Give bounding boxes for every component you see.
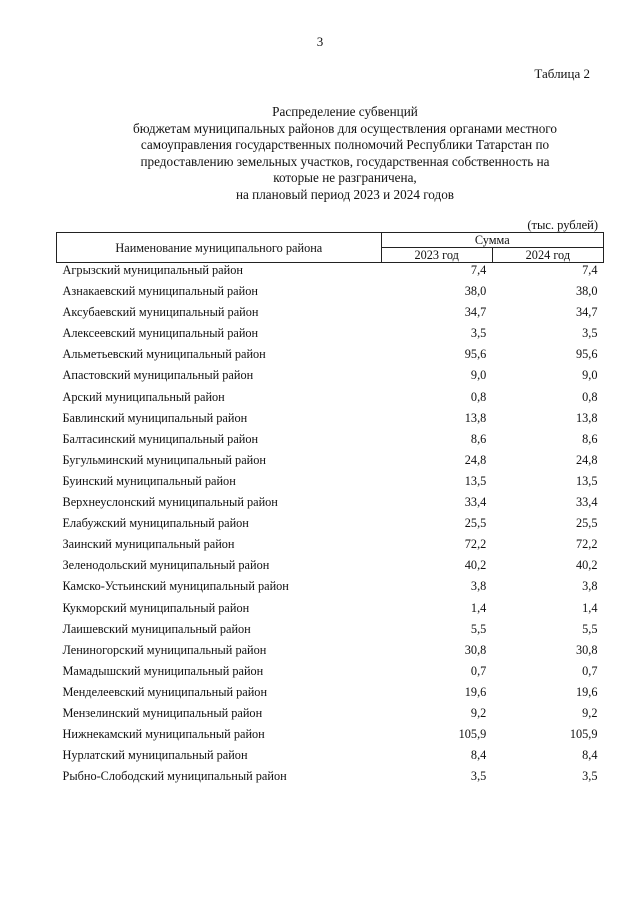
value-2023-cell: 8,4 bbox=[470, 748, 487, 763]
district-name-cell: Заинский муниципальный район bbox=[62, 537, 235, 552]
title-line: которые не разграничена, bbox=[273, 170, 417, 186]
table-row bbox=[57, 516, 604, 537]
table-row bbox=[57, 390, 604, 411]
value-2024-cell: 8,6 bbox=[582, 431, 598, 446]
value-2023-cell: 105,9 bbox=[458, 727, 487, 742]
value-2023-cell: 40,2 bbox=[464, 558, 487, 573]
column-header-sum: Сумма bbox=[381, 233, 603, 248]
table-row bbox=[57, 474, 604, 495]
table-row bbox=[57, 643, 604, 664]
table-row bbox=[57, 769, 604, 790]
table-row bbox=[57, 326, 604, 347]
title-line: бюджетам муниципальных районов для осуществления органами местного bbox=[133, 120, 557, 136]
table-row bbox=[57, 727, 604, 748]
value-2023-cell: 95,6 bbox=[464, 347, 487, 362]
district-name-cell: Елабужский муниципальный район bbox=[62, 516, 249, 531]
column-header-2024: 2024 год bbox=[492, 248, 603, 263]
value-2024-cell: 72,2 bbox=[575, 537, 598, 552]
value-2024-cell: 24,8 bbox=[575, 452, 598, 467]
table-row bbox=[57, 601, 604, 622]
value-2024-cell: 105,9 bbox=[569, 727, 598, 742]
district-name-cell: Балтасинский муниципальный район bbox=[62, 431, 259, 446]
value-2024-cell: 30,8 bbox=[575, 642, 598, 657]
value-2024-cell: 3,5 bbox=[582, 326, 598, 341]
column-header-2023: 2023 год bbox=[381, 248, 492, 263]
table-header bbox=[57, 233, 604, 263]
value-2024-cell: 9,2 bbox=[582, 705, 598, 720]
district-name-cell: Аксубаевский муниципальный район bbox=[62, 305, 259, 320]
value-2023-cell: 33,4 bbox=[464, 495, 487, 510]
district-name-cell: Лениногорский муниципальный район bbox=[62, 642, 267, 657]
value-2024-cell: 40,2 bbox=[575, 558, 598, 573]
district-name-cell: Азнакаевский муниципальный район bbox=[62, 284, 258, 299]
value-2024-cell: 19,6 bbox=[575, 684, 598, 699]
district-name-cell: Мамадышский муниципальный район bbox=[62, 663, 264, 678]
value-2024-cell: 1,4 bbox=[582, 600, 598, 615]
table-row bbox=[57, 263, 604, 285]
district-name-cell: Апастовский муниципальный район bbox=[62, 368, 254, 383]
value-2024-cell: 8,4 bbox=[582, 748, 598, 763]
value-2024-cell: 9,0 bbox=[582, 368, 598, 383]
value-2023-cell: 9,2 bbox=[470, 705, 487, 720]
district-name-cell: Менделеевский муниципальный район bbox=[62, 684, 268, 699]
page-number: 3 bbox=[316, 34, 324, 49]
table-row bbox=[57, 685, 604, 706]
table-row bbox=[57, 558, 604, 579]
table-label: Таблица 2 bbox=[534, 66, 590, 81]
value-2023-cell: 25,5 bbox=[464, 516, 487, 531]
value-2024-cell: 3,5 bbox=[582, 769, 598, 784]
value-2023-cell: 8,6 bbox=[470, 431, 487, 446]
value-2024-cell: 25,5 bbox=[575, 516, 598, 531]
table-row bbox=[57, 537, 604, 558]
district-name-cell: Лаишевский муниципальный район bbox=[62, 621, 251, 636]
table-body bbox=[57, 263, 604, 791]
table-row bbox=[57, 748, 604, 769]
district-name-cell: Нижнекамский муниципальный район bbox=[62, 727, 265, 742]
table-row bbox=[57, 284, 604, 305]
value-2023-cell: 0,7 bbox=[470, 663, 487, 678]
title-line: Распределение субвенций bbox=[272, 104, 418, 119]
table-row bbox=[57, 579, 604, 600]
table-row bbox=[57, 495, 604, 516]
value-2023-cell: 9,0 bbox=[470, 368, 487, 383]
value-2023-cell: 3,5 bbox=[470, 769, 487, 784]
table-row bbox=[57, 622, 604, 643]
column-header-name: Наименование муниципального района bbox=[57, 233, 382, 263]
table-row bbox=[57, 664, 604, 685]
district-name-cell: Агрызский муниципальный район bbox=[62, 263, 243, 277]
district-name-cell: Мензелинский муниципальный район bbox=[62, 705, 263, 720]
value-2023-cell: 5,5 bbox=[470, 621, 487, 636]
value-2023-cell: 3,8 bbox=[470, 579, 487, 594]
value-2024-cell: 33,4 bbox=[575, 495, 598, 510]
table-row bbox=[57, 347, 604, 368]
value-2024-cell: 13,5 bbox=[575, 473, 598, 488]
value-2024-cell: 34,7 bbox=[575, 305, 598, 320]
district-name-cell: Камско-Устьинский муниципальный район bbox=[62, 579, 289, 594]
district-name-cell: Зеленодольский муниципальный район bbox=[62, 558, 270, 573]
district-name-cell: Кукморский муниципальный район bbox=[62, 600, 250, 615]
value-2023-cell: 19,6 bbox=[464, 684, 487, 699]
value-2023-cell: 3,5 bbox=[470, 326, 487, 341]
unit-label: (тыс. рублей) bbox=[527, 218, 598, 232]
value-2023-cell: 30,8 bbox=[464, 642, 487, 657]
value-2023-cell: 38,0 bbox=[464, 284, 487, 299]
district-name-cell: Бавлинский муниципальный район bbox=[62, 410, 248, 425]
title-line: предоставлению земельных участков, государственная собственность на bbox=[140, 153, 550, 169]
value-2024-cell: 3,8 bbox=[582, 579, 598, 594]
document-title bbox=[60, 104, 630, 204]
district-name-cell: Бугульминский муниципальный район bbox=[62, 452, 266, 467]
table-row bbox=[57, 305, 604, 326]
title-line: самоуправления государственных полномочий Республики Татарстан по bbox=[140, 137, 550, 153]
value-2024-cell: 13,8 bbox=[575, 410, 598, 425]
value-2023-cell: 72,2 bbox=[464, 537, 487, 552]
district-name-cell: Буинский муниципальный район bbox=[62, 473, 236, 488]
value-2023-cell: 0,8 bbox=[470, 389, 487, 404]
value-2024-cell: 0,7 bbox=[582, 663, 598, 678]
value-2024-cell: 38,0 bbox=[575, 284, 598, 299]
title-line: на плановый период 2023 и 2024 годов bbox=[235, 186, 455, 202]
subvention-table bbox=[56, 232, 604, 790]
table-row bbox=[57, 368, 604, 389]
table-row bbox=[57, 706, 604, 727]
table-row bbox=[57, 453, 604, 474]
value-2024-cell: 95,6 bbox=[575, 347, 598, 362]
table-row bbox=[57, 411, 604, 432]
district-name-cell: Арский муниципальный район bbox=[62, 389, 225, 404]
value-2023-cell: 13,5 bbox=[464, 473, 487, 488]
district-name-cell: Нурлатский муниципальный район bbox=[62, 748, 248, 763]
value-2023-cell: 34,7 bbox=[464, 305, 487, 320]
value-2024-cell: 7,4 bbox=[582, 263, 598, 277]
district-name-cell: Рыбно-Слободский муниципальный район bbox=[62, 769, 287, 784]
district-name-cell: Алексеевский муниципальный район bbox=[62, 326, 259, 341]
value-2023-cell: 13,8 bbox=[464, 410, 487, 425]
district-name-cell: Альметьевский муниципальный район bbox=[62, 347, 266, 362]
value-2023-cell: 24,8 bbox=[464, 452, 487, 467]
value-2024-cell: 0,8 bbox=[582, 389, 598, 404]
value-2024-cell: 5,5 bbox=[582, 621, 598, 636]
value-2023-cell: 7,4 bbox=[470, 263, 487, 277]
district-name-cell: Верхнеуслонский муниципальный район bbox=[62, 495, 278, 510]
table-row bbox=[57, 432, 604, 453]
value-2023-cell: 1,4 bbox=[470, 600, 487, 615]
